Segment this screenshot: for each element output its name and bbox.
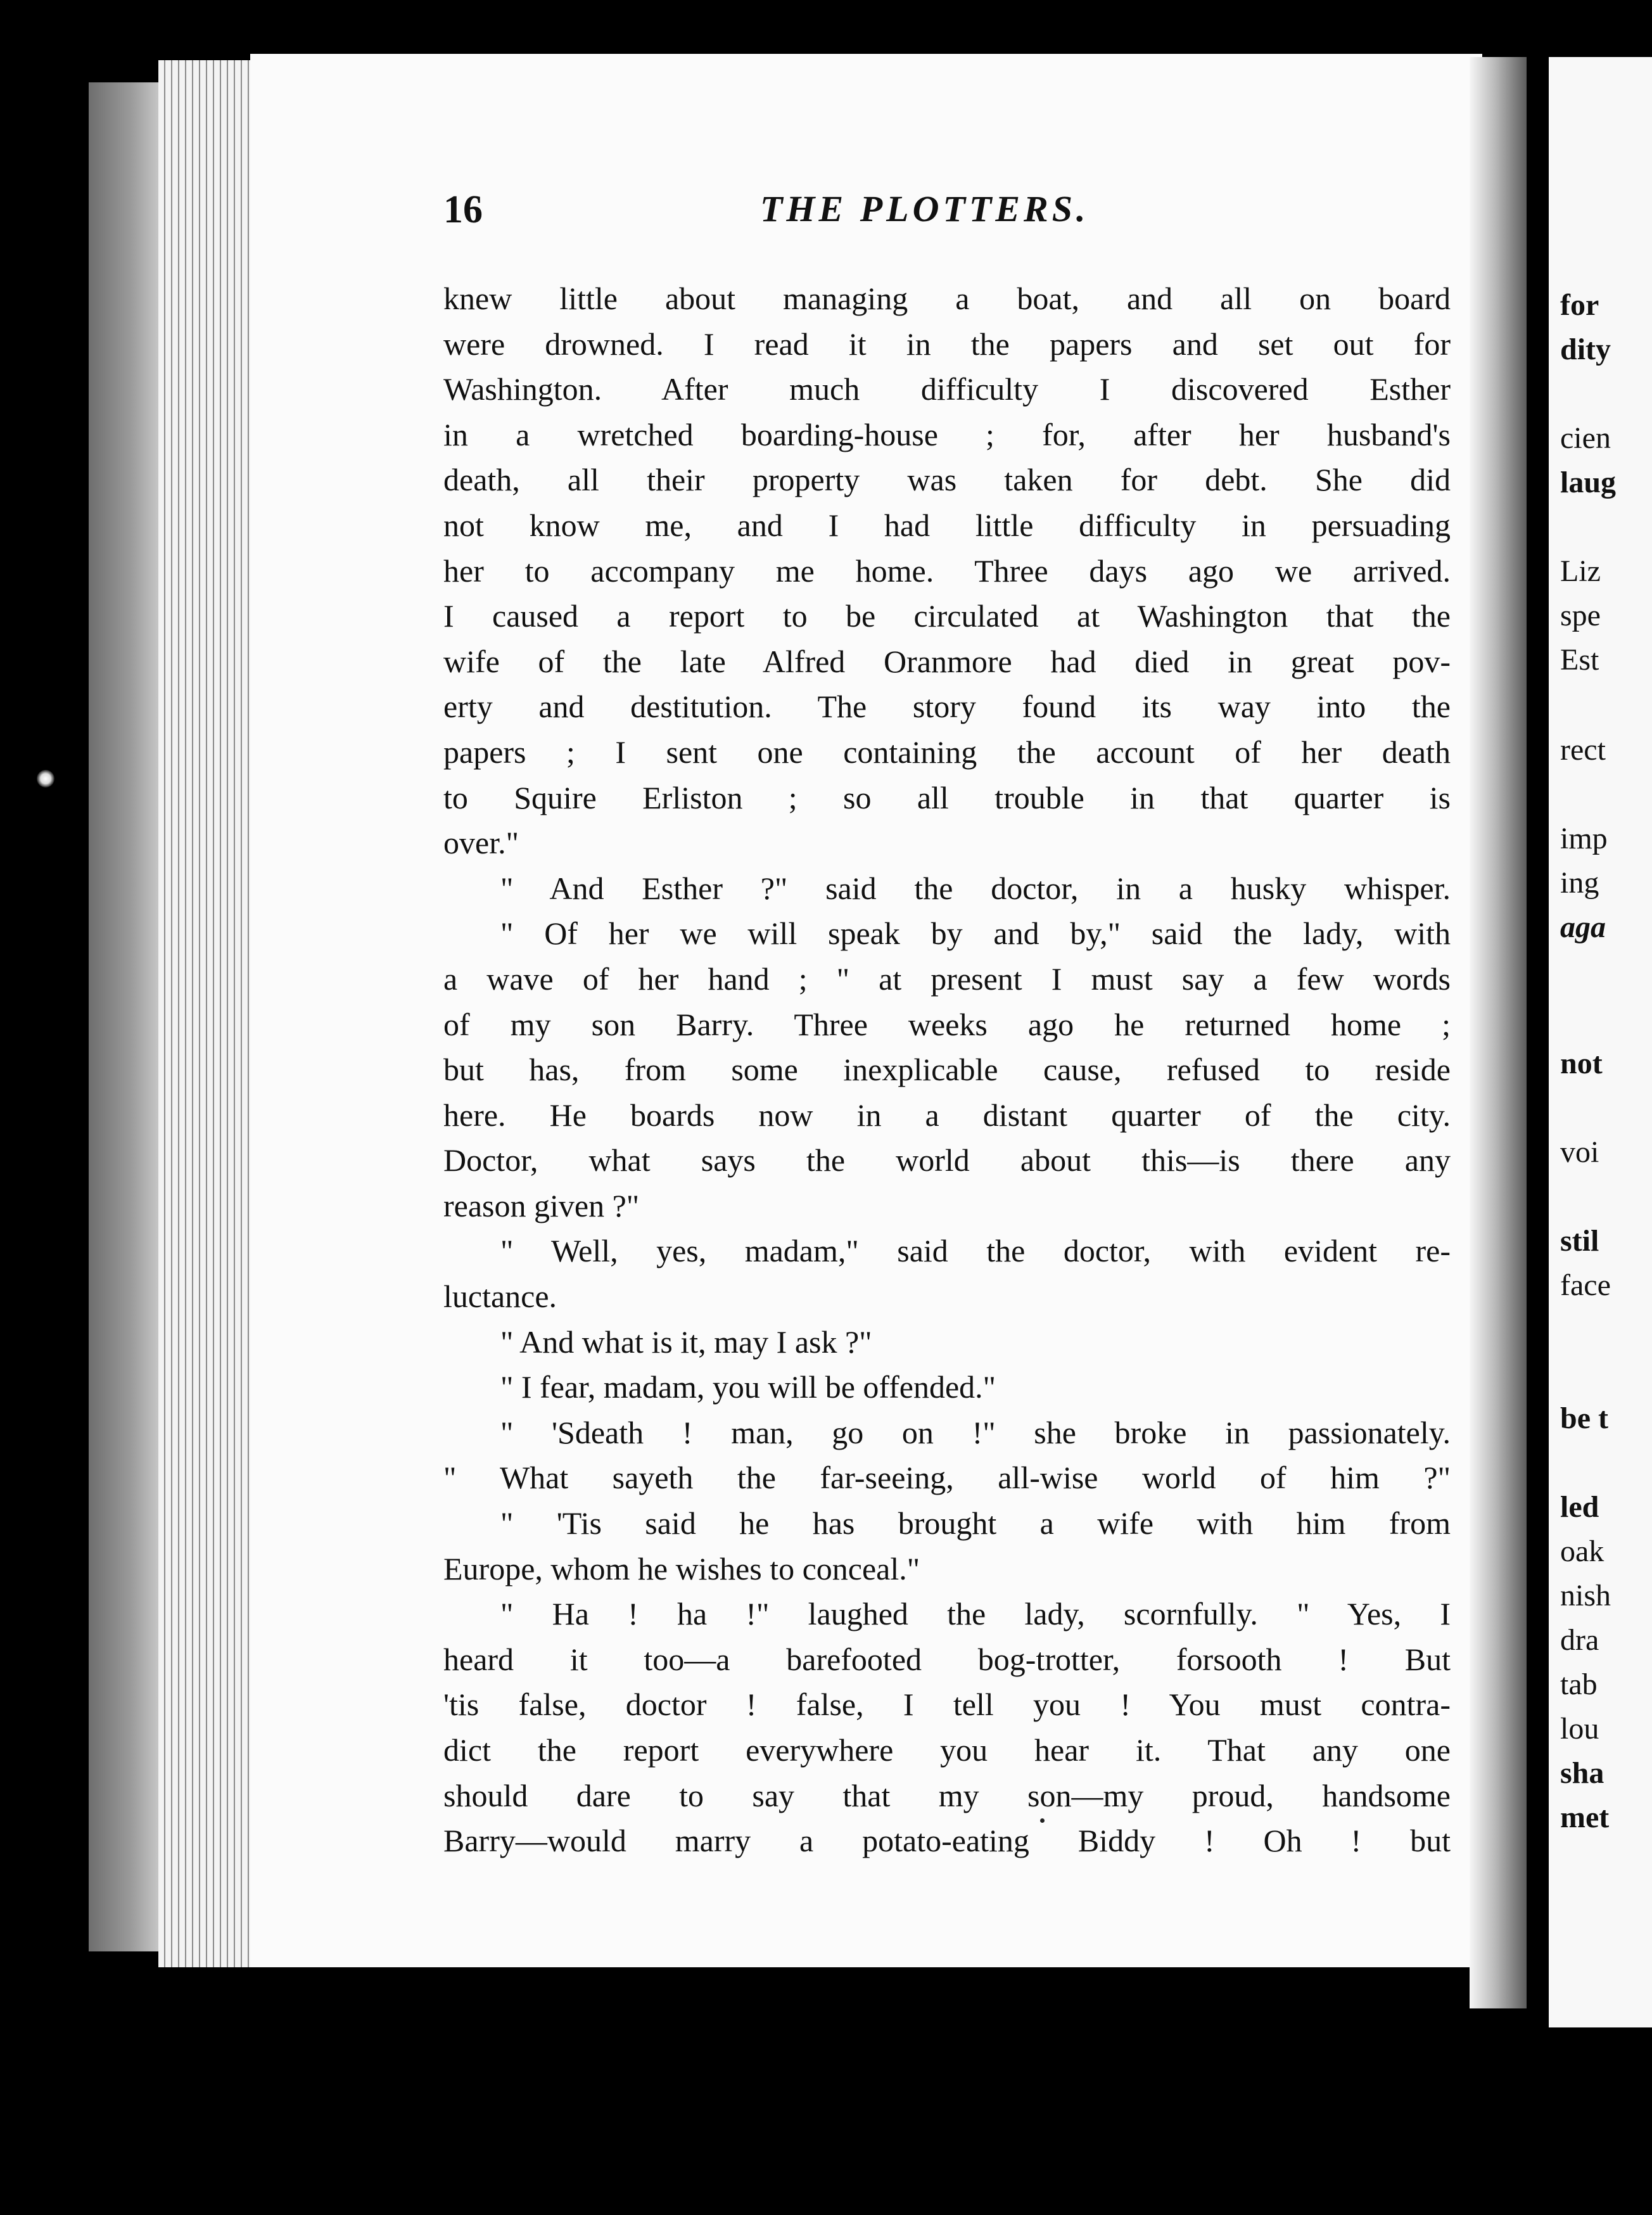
text-line: dict the report everywhere you hear it. That any one — [443, 1732, 1451, 1768]
spine-shadow — [1470, 57, 1527, 2008]
facing-page-fragment: ing — [1560, 866, 1599, 900]
text-line: " And what is it, may I ask ?" — [500, 1324, 872, 1360]
text-line: were drowned. I read it in the papers and set out for — [443, 326, 1451, 362]
text-line: a wave of her hand ; " at present I must say a few words — [443, 961, 1451, 997]
text-line: heard it too—a barefooted bog-trotter, forsooth ! But — [443, 1641, 1451, 1677]
text-line: " 'Tis said he has brought a wife with him from — [500, 1505, 1451, 1542]
facing-page-fragment: laug — [1560, 466, 1617, 499]
facing-page-fragment: tab — [1560, 1668, 1598, 1701]
facing-page-fragment: sha — [1560, 1756, 1604, 1790]
scan-speck — [37, 770, 54, 788]
text-line: " 'Sdeath ! man, go on !" she broke in passionately. — [500, 1414, 1451, 1450]
page-number: 16 — [443, 188, 483, 231]
facing-page-fragment: imp — [1560, 822, 1608, 855]
facing-page-fragment: not — [1560, 1047, 1603, 1080]
text-line: " What sayeth the far-seeing, all-wise world of him ?" — [443, 1460, 1451, 1496]
text-line: here. He boards now in a distant quarter of the city. — [443, 1097, 1451, 1133]
text-line: papers ; I sent one containing the account of her death — [443, 734, 1451, 770]
text-line: over." — [443, 825, 519, 861]
text-line: knew little about managing a boat, and all on board — [443, 281, 1451, 316]
text-line: her to accompany me home. Three days ago we arrived. — [443, 552, 1451, 589]
facing-page-fragment: face — [1560, 1268, 1611, 1302]
facing-page-fragment: stil — [1560, 1224, 1599, 1258]
text-line: of my son Barry. Three weeks ago he returned home ; — [443, 1006, 1451, 1042]
text-line: erty and destitution. The story found its way into the — [443, 689, 1451, 725]
text-line: I caused a report to be circulated at Washington that the — [443, 598, 1451, 634]
facing-page-fragment: spe — [1560, 599, 1601, 632]
text-line: " Ha ! ha !" laughed the lady, scornfully. " Yes, I — [500, 1596, 1451, 1632]
facing-page-fragment: rect — [1560, 733, 1606, 767]
text-line: wife of the late Alfred Oranmore had died in great pov- — [443, 643, 1451, 679]
text-line: Europe, whom he wishes to conceal." — [443, 1550, 920, 1586]
facing-page-fragment: lou — [1560, 1712, 1599, 1746]
body-text — [443, 276, 1451, 1864]
facing-page-fragment: dity — [1560, 333, 1611, 366]
text-line: " And Esther ?" said the doctor, in a husky whisper. — [500, 870, 1451, 906]
facing-page-fragment: voi — [1560, 1135, 1599, 1169]
facing-page-fragment: Est — [1560, 643, 1599, 677]
facing-page-fragment: aga — [1560, 910, 1606, 944]
text-line: reason given ?" — [443, 1187, 640, 1223]
facing-page-fragment: oak — [1560, 1535, 1604, 1568]
text-line: Doctor, what says the world about this—is there any — [443, 1142, 1451, 1178]
facing-page-fragment: Liz — [1560, 554, 1601, 588]
text-line: Washington. After much difficulty I discovered Esther — [443, 371, 1451, 407]
facing-page-fragment: led — [1560, 1490, 1599, 1524]
book-title: THE PLOTTERS. — [760, 188, 1090, 229]
facing-page-fragment: nish — [1560, 1579, 1611, 1612]
text-line: should dare to say that my son—my proud, handsome — [443, 1777, 1451, 1813]
facing-page-fragment: be t — [1560, 1401, 1608, 1435]
facing-page-fragment: for — [1560, 288, 1599, 322]
facing-page-fragment: cien — [1560, 421, 1611, 455]
facing-page — [1549, 57, 1652, 2027]
text-line: not know me, and I had little difficulty in persuading — [443, 507, 1451, 543]
text-line: luctance. — [443, 1279, 557, 1315]
facing-page-fragment: met — [1560, 1801, 1610, 1834]
text-line: " Well, yes, madam," said the doctor, with evident re- — [500, 1233, 1451, 1269]
book-edge — [89, 82, 165, 1951]
text-line: 'tis false, doctor ! false, I tell you ! You must contra- — [443, 1687, 1451, 1723]
text-line: Barry—would marry a potato-eating Biddy ! Oh ! but — [443, 1823, 1451, 1859]
page-stack-edge — [158, 60, 253, 1967]
text-line: but has, from some inexplicable cause, refused to reside — [443, 1052, 1451, 1088]
text-line: to Squire Erliston ; so all trouble in that quarter is — [443, 779, 1451, 815]
facing-page-fragment: dra — [1560, 1623, 1599, 1657]
text-line: in a wretched boarding-house ; for, after her husband's — [443, 416, 1451, 452]
text-line: death, all their property was taken for debt. She did — [443, 462, 1451, 498]
text-line: " I fear, madam, you will be offended." — [500, 1369, 996, 1405]
text-line: " Of her we will speak by and by," said the lady, with — [500, 916, 1451, 952]
